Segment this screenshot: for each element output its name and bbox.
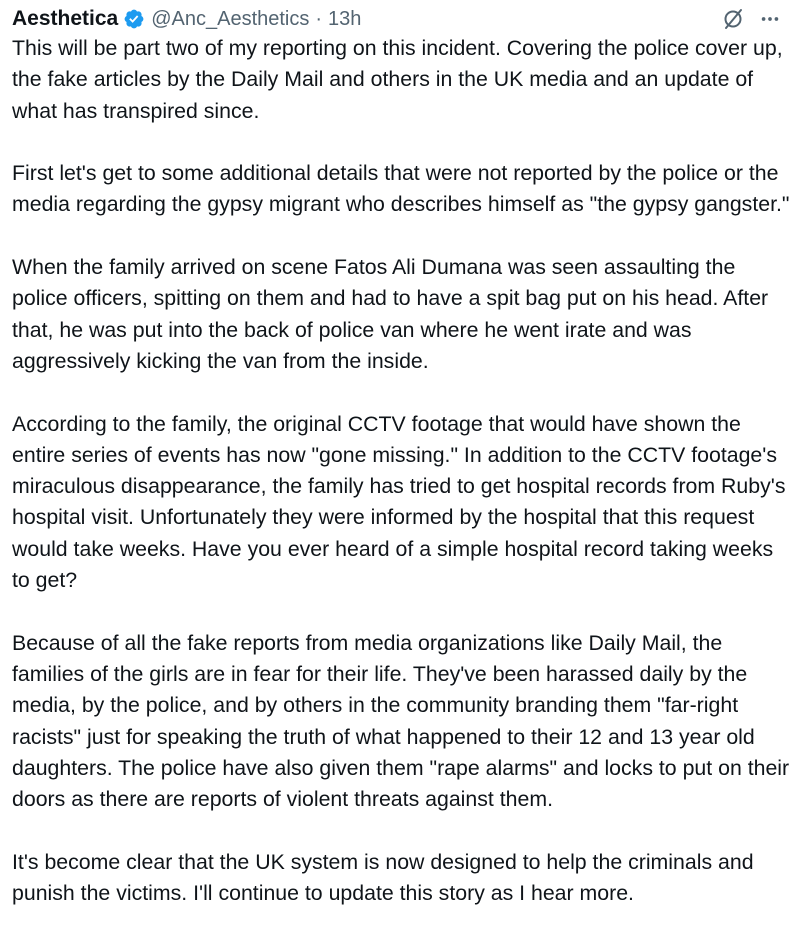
tweet-text — [12, 33, 790, 909]
slashed-circle-icon[interactable] — [721, 7, 745, 31]
tweet-paragraph-1: This will be part two of my reporting on this incident. Covering the police cover up, the fake articles by the Daily Mail and others in the UK media and an update of what has transpired since. — [12, 36, 783, 123]
author-handle[interactable]: @Anc_Aesthetics — [151, 7, 310, 30]
author-display-name[interactable]: Aesthetica — [12, 7, 119, 30]
tweet-header — [12, 4, 781, 34]
tweet-paragraph-4: According to the family, the original CCTV footage that would have shown the entire series of events has now "gone missing." In addition to the CCTV footage's miraculous disappearance, the family has tried to get hospital records from Ruby's hospital visit. Unfortunately they were informed by the hospital that this request would take weeks. Have you ever heard of a simple hospital record taking weeks to get? — [12, 411, 786, 593]
tweet-paragraph-2: First let's get to some additional details that were not reported by the police or the media regarding the gypsy migrant who describes himself as "the gypsy gangster." — [12, 161, 790, 217]
tweet-paragraph-3: When the family arrived on scene Fatos Ali Dumana was seen assaulting the police officers, spitting on them and had to have a spit bag put on his head. After that, he was put into the back of police van where he went irate and was aggressively kicking the van from the inside. — [12, 255, 769, 373]
verified-badge-icon[interactable] — [123, 8, 145, 30]
more-options-icon[interactable] — [759, 8, 781, 30]
timestamp[interactable]: 13h — [328, 7, 362, 30]
tweet-paragraph-5: Because of all the fake reports from media organizations like Daily Mail, the families of the girls are in fear for their life. They've been harassed daily by the media, by the police, and by others in the community branding them "far-right racists" just for speaking the truth of what happened to their 12 and 13 year old daughters. The police have also given them "rape alarms" and locks to put on their doors as there are reports of violent threats against them. — [12, 630, 790, 812]
tweet-paragraph-6: It's become clear that the UK system is now designed to help the criminals and punish the victims. I'll continue to update this story as I hear more. — [12, 849, 754, 906]
separator-dot: · — [315, 7, 323, 30]
